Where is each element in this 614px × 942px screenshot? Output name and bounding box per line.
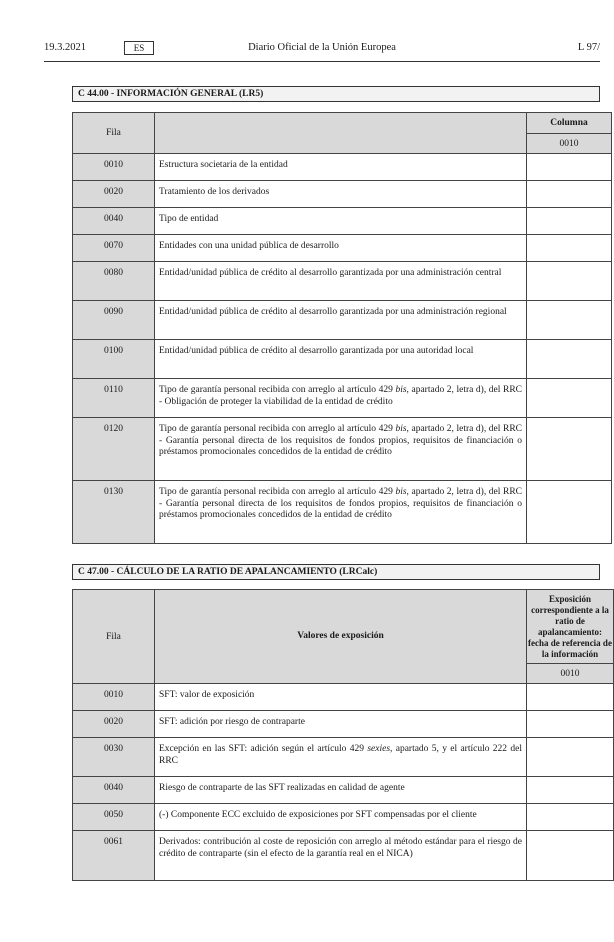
table1-desc-header <box>155 113 527 154</box>
table-row: 0030 Excepción en las SFT: adición según el artículo 429 sexies, apartado 5, y el artículo 222 del RRC <box>73 738 614 777</box>
language-badge: ES <box>124 41 154 55</box>
table2 <box>72 589 614 881</box>
value-cell <box>527 418 612 481</box>
table2-fila-header: Fila <box>73 590 155 684</box>
value-cell <box>527 684 614 711</box>
table1-column-code: 0010 <box>527 134 612 154</box>
table-row: 0010 Estructura societaria de la entidad <box>73 154 612 181</box>
table-row: 0090 Entidad/unidad pública de crédito al desarrollo garantizada por una administración regional <box>73 301 612 340</box>
value-cell <box>527 340 612 379</box>
value-cell <box>527 379 612 418</box>
table-row: 0061 Derivados: contribución al coste de reposición con arreglo al método estándar para el riesgo de crédito de contraparte (sin el efecto de la garantía real en el NICA) <box>73 831 614 881</box>
table-row: 0080 Entidad/unidad pública de crédito al desarrollo garantizada por una administración central <box>73 262 612 301</box>
table-row: 0070 Entidades con una unidad pública de desarrollo <box>73 235 612 262</box>
table2-title: C 47.00 - CÁLCULO DE LA RATIO DE APALANCAMIENTO (LRCalc) <box>72 564 600 580</box>
table-row: 0020 Tratamiento de los derivados <box>73 181 612 208</box>
page-header <box>44 42 600 58</box>
table-row: 0110 Tipo de garantía personal recibida con arreglo al artículo 429 bis, apartado 2, letra d), del RRC - Obligación de proteger la viabilidad de la entidad de crédito <box>73 379 612 418</box>
value-cell <box>527 481 612 544</box>
value-cell <box>527 777 614 804</box>
table-row: 0120 Tipo de garantía personal recibida con arreglo al artículo 429 bis, apartado 2, letra d), del RRC - Garantía personal directa de los requisitos de fondos propios, requisitos de financiación o préstamos promocionales concedidos de la entidad de crédito <box>73 418 612 481</box>
table-row: 0010 SFT: valor de exposición <box>73 684 614 711</box>
header-divider <box>44 61 600 62</box>
table1-title: C 44.00 - INFORMACIÓN GENERAL (LR5) <box>72 86 600 102</box>
table2-column-header: Exposición correspondiente a la ratio de apalancamiento: fecha de referencia de la información <box>527 590 614 664</box>
table-row: 0040 Tipo de entidad <box>73 208 612 235</box>
table-row: 0100 Entidad/unidad pública de crédito al desarrollo garantizada por una autoridad local <box>73 340 612 379</box>
table2-desc-header: Valores de exposición <box>155 590 527 684</box>
value-cell <box>527 262 612 301</box>
journal-title: Diario Oficial de la Unión Europea <box>248 42 396 53</box>
value-cell <box>527 181 612 208</box>
table1-fila-header: Fila <box>73 113 155 154</box>
value-cell <box>527 831 614 881</box>
table-row: 0130 Tipo de garantía personal recibida con arreglo al artículo 429 bis, apartado 2, letra d), del RRC - Garantía personal directa de los requisitos de fondos propios, requisitos de financiación o préstamos promocionales concedidos de la entidad de crédito <box>73 481 612 544</box>
value-cell <box>527 711 614 738</box>
table2-column-code: 0010 <box>527 664 614 684</box>
publication-date: 19.3.2021 <box>44 42 86 53</box>
value-cell <box>527 301 612 340</box>
table-row: 0020 SFT: adición por riesgo de contraparte <box>73 711 614 738</box>
page-number: L 97/ <box>577 42 600 53</box>
table-row: 0050 (-) Componente ECC excluido de exposiciones por SFT compensadas por el cliente <box>73 804 614 831</box>
table1 <box>72 112 612 544</box>
value-cell <box>527 804 614 831</box>
value-cell <box>527 235 612 262</box>
table-row: 0040 Riesgo de contraparte de las SFT realizadas en calidad de agente <box>73 777 614 804</box>
value-cell <box>527 738 614 777</box>
table1-column-header: Columna <box>527 113 612 134</box>
value-cell <box>527 154 612 181</box>
value-cell <box>527 208 612 235</box>
